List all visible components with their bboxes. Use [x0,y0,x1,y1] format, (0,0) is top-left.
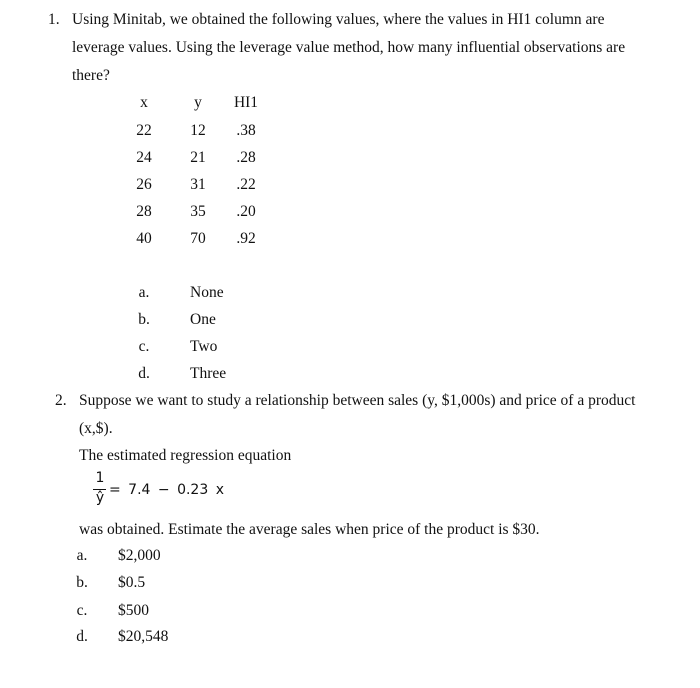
table-cell: 26 [136,176,152,193]
q1-option-a-text: None [190,284,224,301]
q2-option-b-letter: b. [76,574,88,591]
q1-text-line-1: Using Minitab, we obtained the following values, where the values in HI1 column are [72,11,605,28]
q2-option-c-text: $500 [118,602,149,619]
table-cell: 35 [190,203,206,220]
q1-option-a-letter: a. [138,284,150,301]
q2-text-line-1: Suppose we want to study a relationship between sales (y, $1,000s) and price of a product [79,392,636,409]
table-cell: 40 [136,230,152,247]
q1-number: 1. [48,11,60,28]
q2-option-c-letter: c. [76,602,88,619]
table-cell: 31 [190,176,206,193]
equation-denominator: ŷ [95,490,105,506]
equation-rhs: = 7.4 − 0.23 x [109,482,224,498]
q1-option-c-text: Two [190,338,218,355]
table-cell: .20 [236,203,256,220]
table-cell: .28 [236,149,256,166]
q2-prompt: was obtained. Estimate the average sales when price of the product is $30. [79,521,540,538]
table-cell: .92 [236,230,256,247]
q2-intro: The estimated regression equation [79,447,292,464]
q1-option-c-letter: c. [138,338,150,355]
table-header-y: y [194,94,202,111]
q1-option-d-text: Three [190,365,227,382]
q1-option-d-letter: d. [138,365,150,382]
q1-option-b-text: One [190,311,216,328]
table-cell: .22 [236,176,256,193]
table-cell: .38 [236,122,256,139]
q2-option-b-text: $0.5 [118,574,146,591]
table-cell: 70 [190,230,206,247]
q1-text-line-3: there? [72,67,110,84]
q1-option-b-letter: b. [138,311,150,328]
q2-option-d-text: $20,548 [118,628,169,645]
table-cell: 28 [136,203,152,220]
q1-text-line-2: leverage values. Using the leverage value method, how many influential observations are [72,39,626,56]
q2-option-d-letter: d. [76,628,88,645]
table-cell: 22 [136,122,152,139]
q2-number: 2. [55,392,67,409]
q2-option-a-text: $2,000 [118,547,161,564]
table-cell: 21 [190,149,206,166]
q2-text-line-2: (x,$). [79,420,113,437]
equation-numerator: 1 [95,470,105,486]
table-header-x: x [140,94,148,111]
table-cell: 24 [136,149,152,166]
table-header-hi1: HI1 [233,94,259,111]
table-cell: 12 [190,122,206,139]
q2-option-a-letter: a. [76,547,88,564]
